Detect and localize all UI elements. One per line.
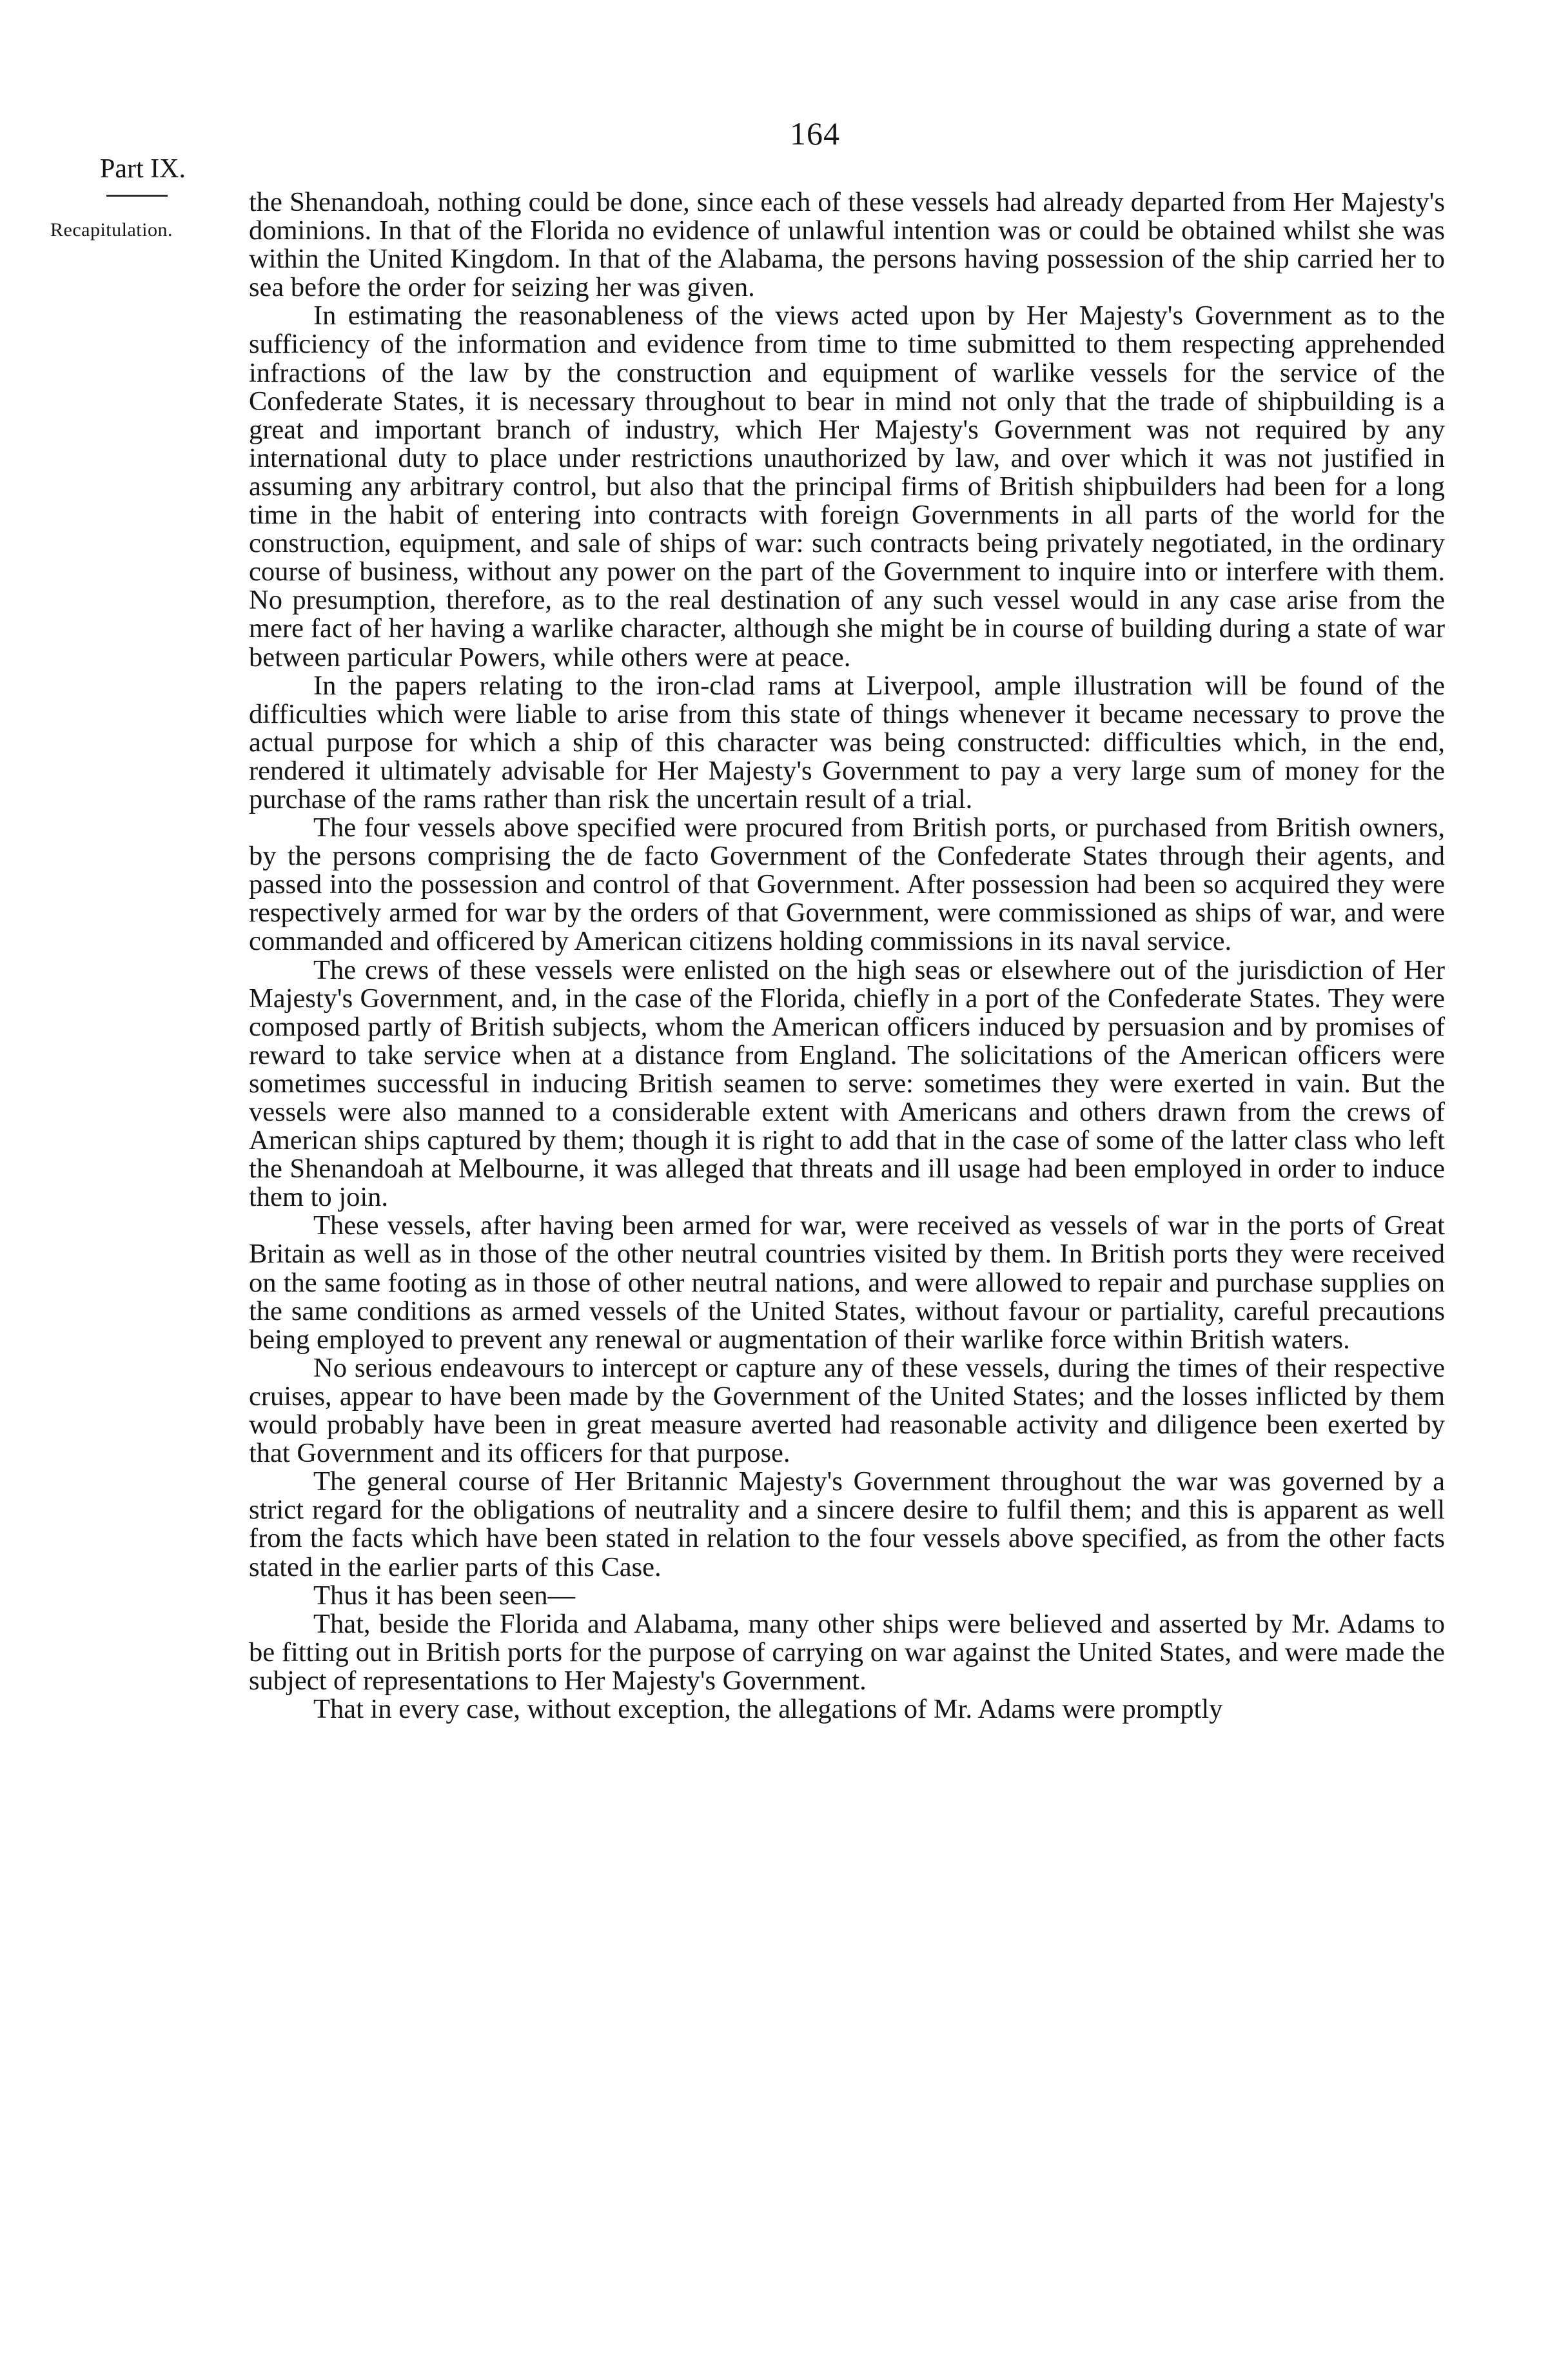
page-number: 164 [790, 115, 840, 152]
paragraph: That in every case, without exception, the allegations of Mr. Adams were promptly [313, 1693, 1223, 1724]
paragraph: The four vessels above specified were procured from British ports, or purchased from British owners, by the persons comprising the de facto Government of the Confederate States through their agents, and passed into the possession and control of that Government. After possession had been so acquired they were respectively armed for war by the orders of that Government, were commissioned as ships of war, and were commanded and officered by American citizens holding commissions in its naval service. [249, 812, 1445, 957]
margin-divider [106, 195, 168, 197]
paragraph: Thus it has been seen— [313, 1580, 576, 1611]
paragraph: That, beside the Florida and Alabama, many other ships were believed and asserted by Mr. Adams to be fitting out in British ports for the purpose of carrying on war against the United States, and were made the subject of representations to Her Majesty's Government. [249, 1608, 1445, 1696]
paragraph: These vessels, after having been armed for war, were received as vessels of war in the ports of Great Britain as well as in those of the other neutral countries visited by them. In British ports they were received on the same footing as in those of other neutral nations, and were allowed to repair and purchase supplies on the same conditions as armed vessels of the United States, without favour or partiality, careful precautions being employed to prevent any renewal or augmentation of their warlike force within British waters. [249, 1210, 1445, 1355]
margin-note: Recapitulation. [50, 219, 173, 241]
paragraph: In estimating the reasonableness of the views acted upon by Her Majesty's Government as to the sufficiency of the information and evidence from time to time submitted to them respecting apprehended infractions of the law by the construction and equipment of warlike vessels for the service of the Confederate States, it is necessary throughout to bear in mind not only that the trade of shipbuilding is a great and important branch of industry, which Her Majesty's Government was not required by any international duty to place under restrictions unauthorized by law, and over which it was not justified in assuming any arbitrary control, but also that the principal firms of British shipbuilders had been for a long time in the habit of entering into contracts with foreign Governments in all parts of the world for the construction, equipment, and sale of ships of war: such contracts being privately negotiated, in the ordinary course of business, without any power on the part of the Government to inquire into or interfere with them. No presumption, therefore, as to the real destination of any such vessel would in any case arise from the mere fact of her having a warlike character, although she might be in course of building during a state of war between particular Powers, while others were at peace. [249, 300, 1445, 673]
paragraph: In the papers relating to the iron-clad rams at Liverpool, ample illustration will be found of the difficulties which were liable to arise from this state of things whenever it became necessary to prove the actual purpose for which a ship of this character was being constructed: difficulties which, in the end, rendered it ultimately advisable for Her Majesty's Government to pay a very large sum of money for the purchase of the rams rather than risk the uncertain result of a trial. [249, 670, 1445, 814]
body-text [249, 188, 1445, 1724]
paragraph-continuation: the Shenandoah, nothing could be done, since each of these vessels had already departed from Her Majesty's dominions. In that of the Florida no evidence of unlawful intention was or could be obtained whilst she was within the United Kingdom. In that of the Alabama, the persons having possession of the ship carried her to sea before the order for seizing her was given. [249, 187, 1445, 303]
margin-part-label: Part IX. [100, 154, 186, 184]
paragraph: The general course of Her Britannic Majesty's Government throughout the war was governed by a strict regard for the obligations of neutrality and a sincere desire to fulfil them; and this is apparent as well from the facts which have been stated in relation to the four vessels above specified, as from the other facts stated in the earlier parts of this Case. [249, 1466, 1445, 1582]
paragraph: The crews of these vessels were enlisted on the high seas or elsewhere out of the jurisdiction of Her Majesty's Government, and, in the case of the Florida, chiefly in a port of the Confederate States. They were composed partly of British subjects, whom the American officers induced by persuasion and by promises of reward to take service when at a distance from England. The solicitations of the American officers were sometimes successful in inducing British seamen to serve: sometimes they were exerted in vain. But the vessels were also manned to a considerable extent with Americans and others drawn from the crews of American ships captured by them; though it is right to add that in the case of some of the latter class who left the Shenandoah at Melbourne, it was alleged that threats and ill usage had been employed in order to induce them to join. [249, 954, 1445, 1213]
paragraph: No serious endeavours to intercept or capture any of these vessels, during the times of their respective cruises, appear to have been made by the Government of the United States; and the losses inflicted by them would probably have been in great measure averted had reasonable activity and diligence been exerted by that Government and its officers for that purpose. [249, 1352, 1445, 1469]
